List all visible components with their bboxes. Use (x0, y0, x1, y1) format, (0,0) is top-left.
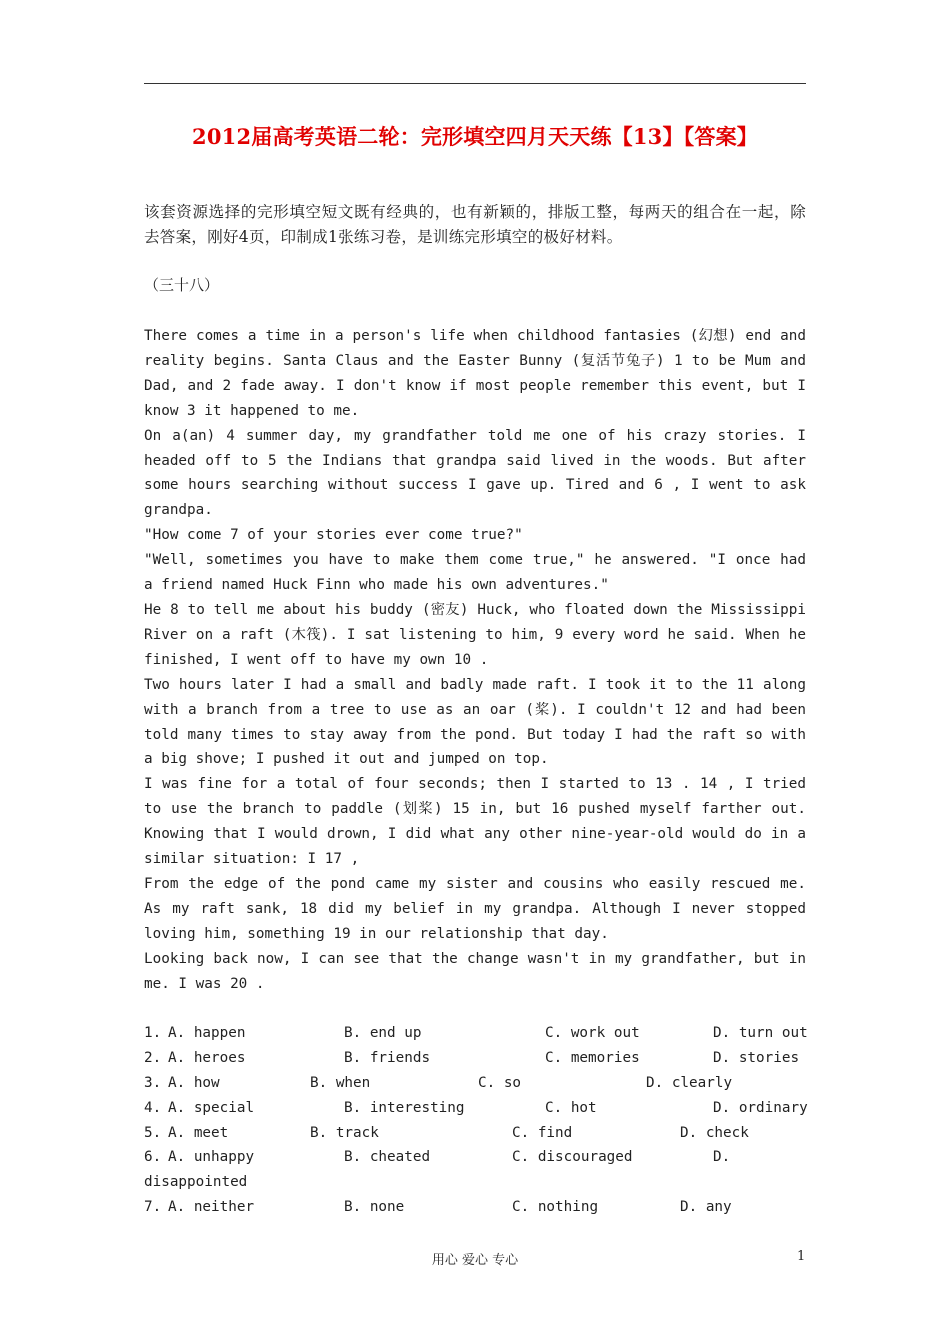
passage-paragraph: "How come 7 of your stories ever come true?" (144, 527, 523, 544)
option-c: C. hot (545, 1099, 597, 1116)
option-c: C. nothing (512, 1199, 599, 1216)
option-d-continued: disappointed (144, 1174, 248, 1191)
option-c: C. memories (545, 1049, 640, 1066)
option-row (144, 1145, 806, 1170)
question-number: 2. (144, 1049, 162, 1066)
question-number: 5. (144, 1124, 162, 1141)
question-number: 1. (144, 1025, 162, 1041)
option-row (144, 1195, 806, 1220)
option-b: B. when (310, 1074, 371, 1091)
option-row (144, 1096, 806, 1121)
passage-paragraph: He 8 to tell me about his buddy (密友) Huck, who floated down the Mississippi River on a raft (木筏). I sat listening to him, 9 every word he said. When he finished, I went off to have my own 10 . (144, 601, 806, 668)
option-a: A. neither (168, 1199, 255, 1216)
option-row-continuation (144, 1170, 806, 1195)
option-b: B. end up (344, 1025, 422, 1041)
option-row (144, 1071, 806, 1096)
option-d: D. any (680, 1199, 732, 1216)
option-d: D. turn out (713, 1025, 808, 1041)
cloze-passage (144, 324, 806, 996)
passage-paragraph: Looking back now, I can see that the change wasn't in my grandfather, but in me. I was 20 . (144, 950, 806, 992)
option-a: A. special (168, 1099, 255, 1116)
option-d: D. clearly (646, 1074, 733, 1091)
option-c: C. so (478, 1074, 522, 1091)
passage-paragraph: On a(an) 4 summer day, my grandfather told me one of his crazy stories. I headed off to 5 the Indians that grandpa said lived in the woods. But after some hours searching without success I gave up. Tired and 6 , I went to ask grandpa. (144, 427, 806, 519)
option-a: A. how (168, 1074, 220, 1091)
passage-paragraph: I was fine for a total of four seconds; then I started to 13 . 14 , I tried to use the branch to paddle (划桨) 15 in, but 16 pushed myself farther out. Knowing that I would drown, I did what any other nine-year-old would do in a similar situation: I 17 , (144, 776, 806, 868)
passage-paragraph: Two hours later I had a small and badly made raft. I took it to the 11 along with a branch from a tree to use as an oar (桨). I couldn't 12 and had been told many times to stay away from the pond. But today I had the raft so with a big shove; I pushed it out and jumped on top. (144, 676, 806, 768)
question-number: 6. (144, 1149, 162, 1166)
intro-paragraph: 该套资源选择的完形填空短文既有经典的，也有新颖的，排版工整，每两天的组合在一起，除去答案，刚好4页，印制成1张练习卷，是训练完形填空的极好材料。 (144, 203, 806, 246)
options-list (144, 1021, 806, 1220)
option-b: B. none (344, 1199, 405, 1216)
option-a: A. happen (168, 1025, 246, 1041)
option-a: A. heroes (168, 1049, 246, 1066)
option-row (144, 1121, 806, 1146)
option-d: D. stories (713, 1049, 800, 1066)
page-footer: 用心 爱心 专心 (431, 1253, 519, 1268)
option-b: B. cheated (344, 1149, 431, 1166)
page-number: 1 (797, 1249, 806, 1264)
option-a: A. meet (168, 1124, 229, 1141)
question-number: 7. (144, 1199, 162, 1216)
passage-paragraph: There comes a time in a person's life when childhood fantasies (幻想) end and reality begins. Santa Claus and the Easter Bunny (复活节兔子) 1 to be Mum and Dad, and 2 fade away. I don't know if most people remember this event, but I know 3 it happened to me. (144, 328, 806, 419)
option-b: B. friends (344, 1049, 431, 1066)
option-b: B. interesting (344, 1099, 465, 1116)
option-row (144, 1046, 806, 1071)
header-rule (144, 83, 806, 84)
option-c: C. work out (545, 1025, 640, 1041)
question-number: 3. (144, 1074, 162, 1091)
option-c: C. find (512, 1124, 573, 1141)
option-a: A. unhappy (168, 1149, 255, 1166)
section-number: （三十八） (144, 276, 220, 294)
option-d: D. ordinary (713, 1099, 808, 1116)
option-row (144, 1021, 806, 1046)
option-b: B. track (310, 1124, 379, 1141)
passage-paragraph: From the edge of the pond came my sister and cousins who easily rescued me. As my raft sank, 18 did my belief in my grandpa. Although I never stopped loving him, something 19 in our relationship that day. (144, 875, 806, 942)
passage-paragraph: "Well, sometimes you have to make them come true," he answered. "I once had a friend named Huck Finn who made his own adventures." (144, 552, 806, 594)
option-d: D. check (680, 1124, 749, 1141)
page-title: 2012届高考英语二轮：完形填空四月天天练【13】【答案】 (192, 124, 758, 149)
option-c: C. discouraged (512, 1149, 633, 1166)
option-d: D. (713, 1149, 731, 1166)
question-number: 4. (144, 1099, 162, 1116)
